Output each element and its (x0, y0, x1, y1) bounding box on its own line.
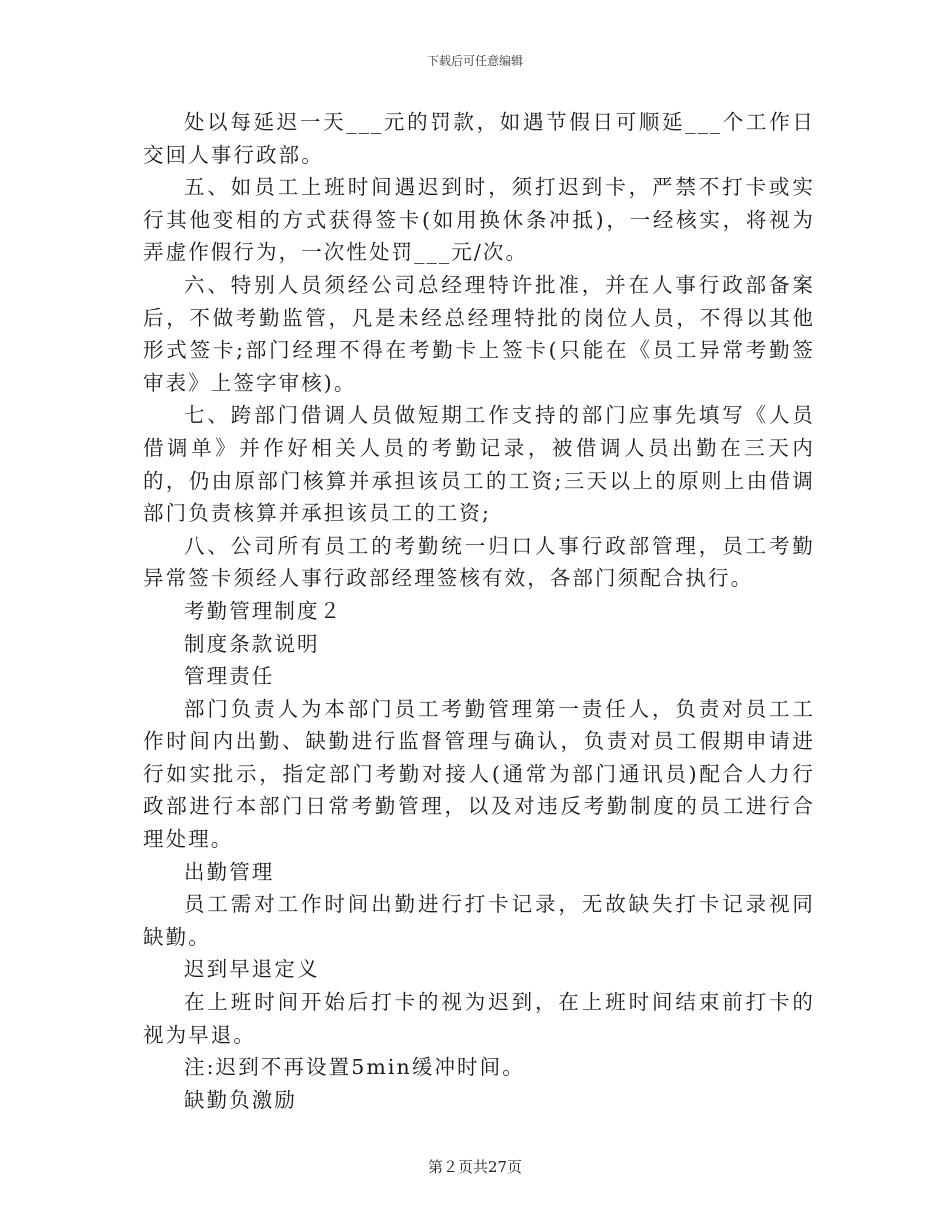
paragraph-item-6: 六、特别人员须经公司总经理特许批准，并在人事行政部备案后，不做考勤监管，凡是未经总经理特批的岗位人员，不得以其他形式签卡;部门经理不得在考勤卡上签卡(只能在《员工异常考勤签审表》上签字审核)。 (143, 272, 815, 395)
paragraph-item-5: 五、如员工上班时间遇迟到时，须打迟到卡，严禁不打卡或实行其他变相的方式获得签卡(如用换休条冲抵)，一经核实，将视为弄虚作假行为，一次性处罚___元/次。 (143, 175, 815, 265)
paragraph-item-8: 八、公司所有员工的考勤统一归口人事行政部管理，员工考勤异常签卡须经人事行政部经理签核有效，各部门须配合执行。 (143, 533, 815, 591)
paragraph-note: 注:迟到不再设置5min缓冲时间。 (184, 1055, 525, 1080)
heading-clause-description: 制度条款说明 (184, 631, 320, 656)
heading-late-early-definition: 迟到早退定义 (184, 957, 320, 982)
page-number: 第２页共27页 (427, 1158, 523, 1176)
paragraph-late-early: 在上班时间开始后打卡的视为迟到，在上班时间结束前打卡的视为早退。 (143, 990, 815, 1047)
heading-absence-penalty: 缺勤负激励 (184, 1087, 297, 1112)
heading-management-responsibility: 管理责任 (184, 664, 275, 689)
paragraph-responsibility: 部门负责人为本部门员工考勤管理第一责任人，负责对员工工作时间内出勤、缺勤进行监督管理与确认，负责对员工假期申请进行如实批示，指定部门考勤对接人(通常为部门通讯员)配合人力行政部进行本部门日常考勤管理，以及对违反考勤制度的员工进行合理处理。 (143, 696, 815, 852)
document-body (143, 106, 815, 1116)
heading-attendance-management: 出勤管理 (184, 859, 275, 884)
paragraph-attendance: 员工需对工作时间出勤进行打卡记录，无故缺失打卡记录视同缺勤。 (143, 892, 815, 949)
paragraph-penalty-continuation: 处以每延迟一天___元的罚款，如遇节假日可顺延___个工作日交回人事行政部。 (143, 110, 815, 167)
section-title: 考勤管理制度２ (184, 598, 343, 623)
page-header: 下载后可任意编辑 (426, 54, 523, 68)
paragraph-item-7: 七、跨部门借调人员做短期工作支持的部门应事先填写《人员借调单》并作好相关人员的考勤记录，被借调人员出勤在三天内的，仍由原部门核算并承担该员工的工资;三天以上的原则上由借调部门负责核算并承担该员工的工资; (143, 403, 815, 526)
